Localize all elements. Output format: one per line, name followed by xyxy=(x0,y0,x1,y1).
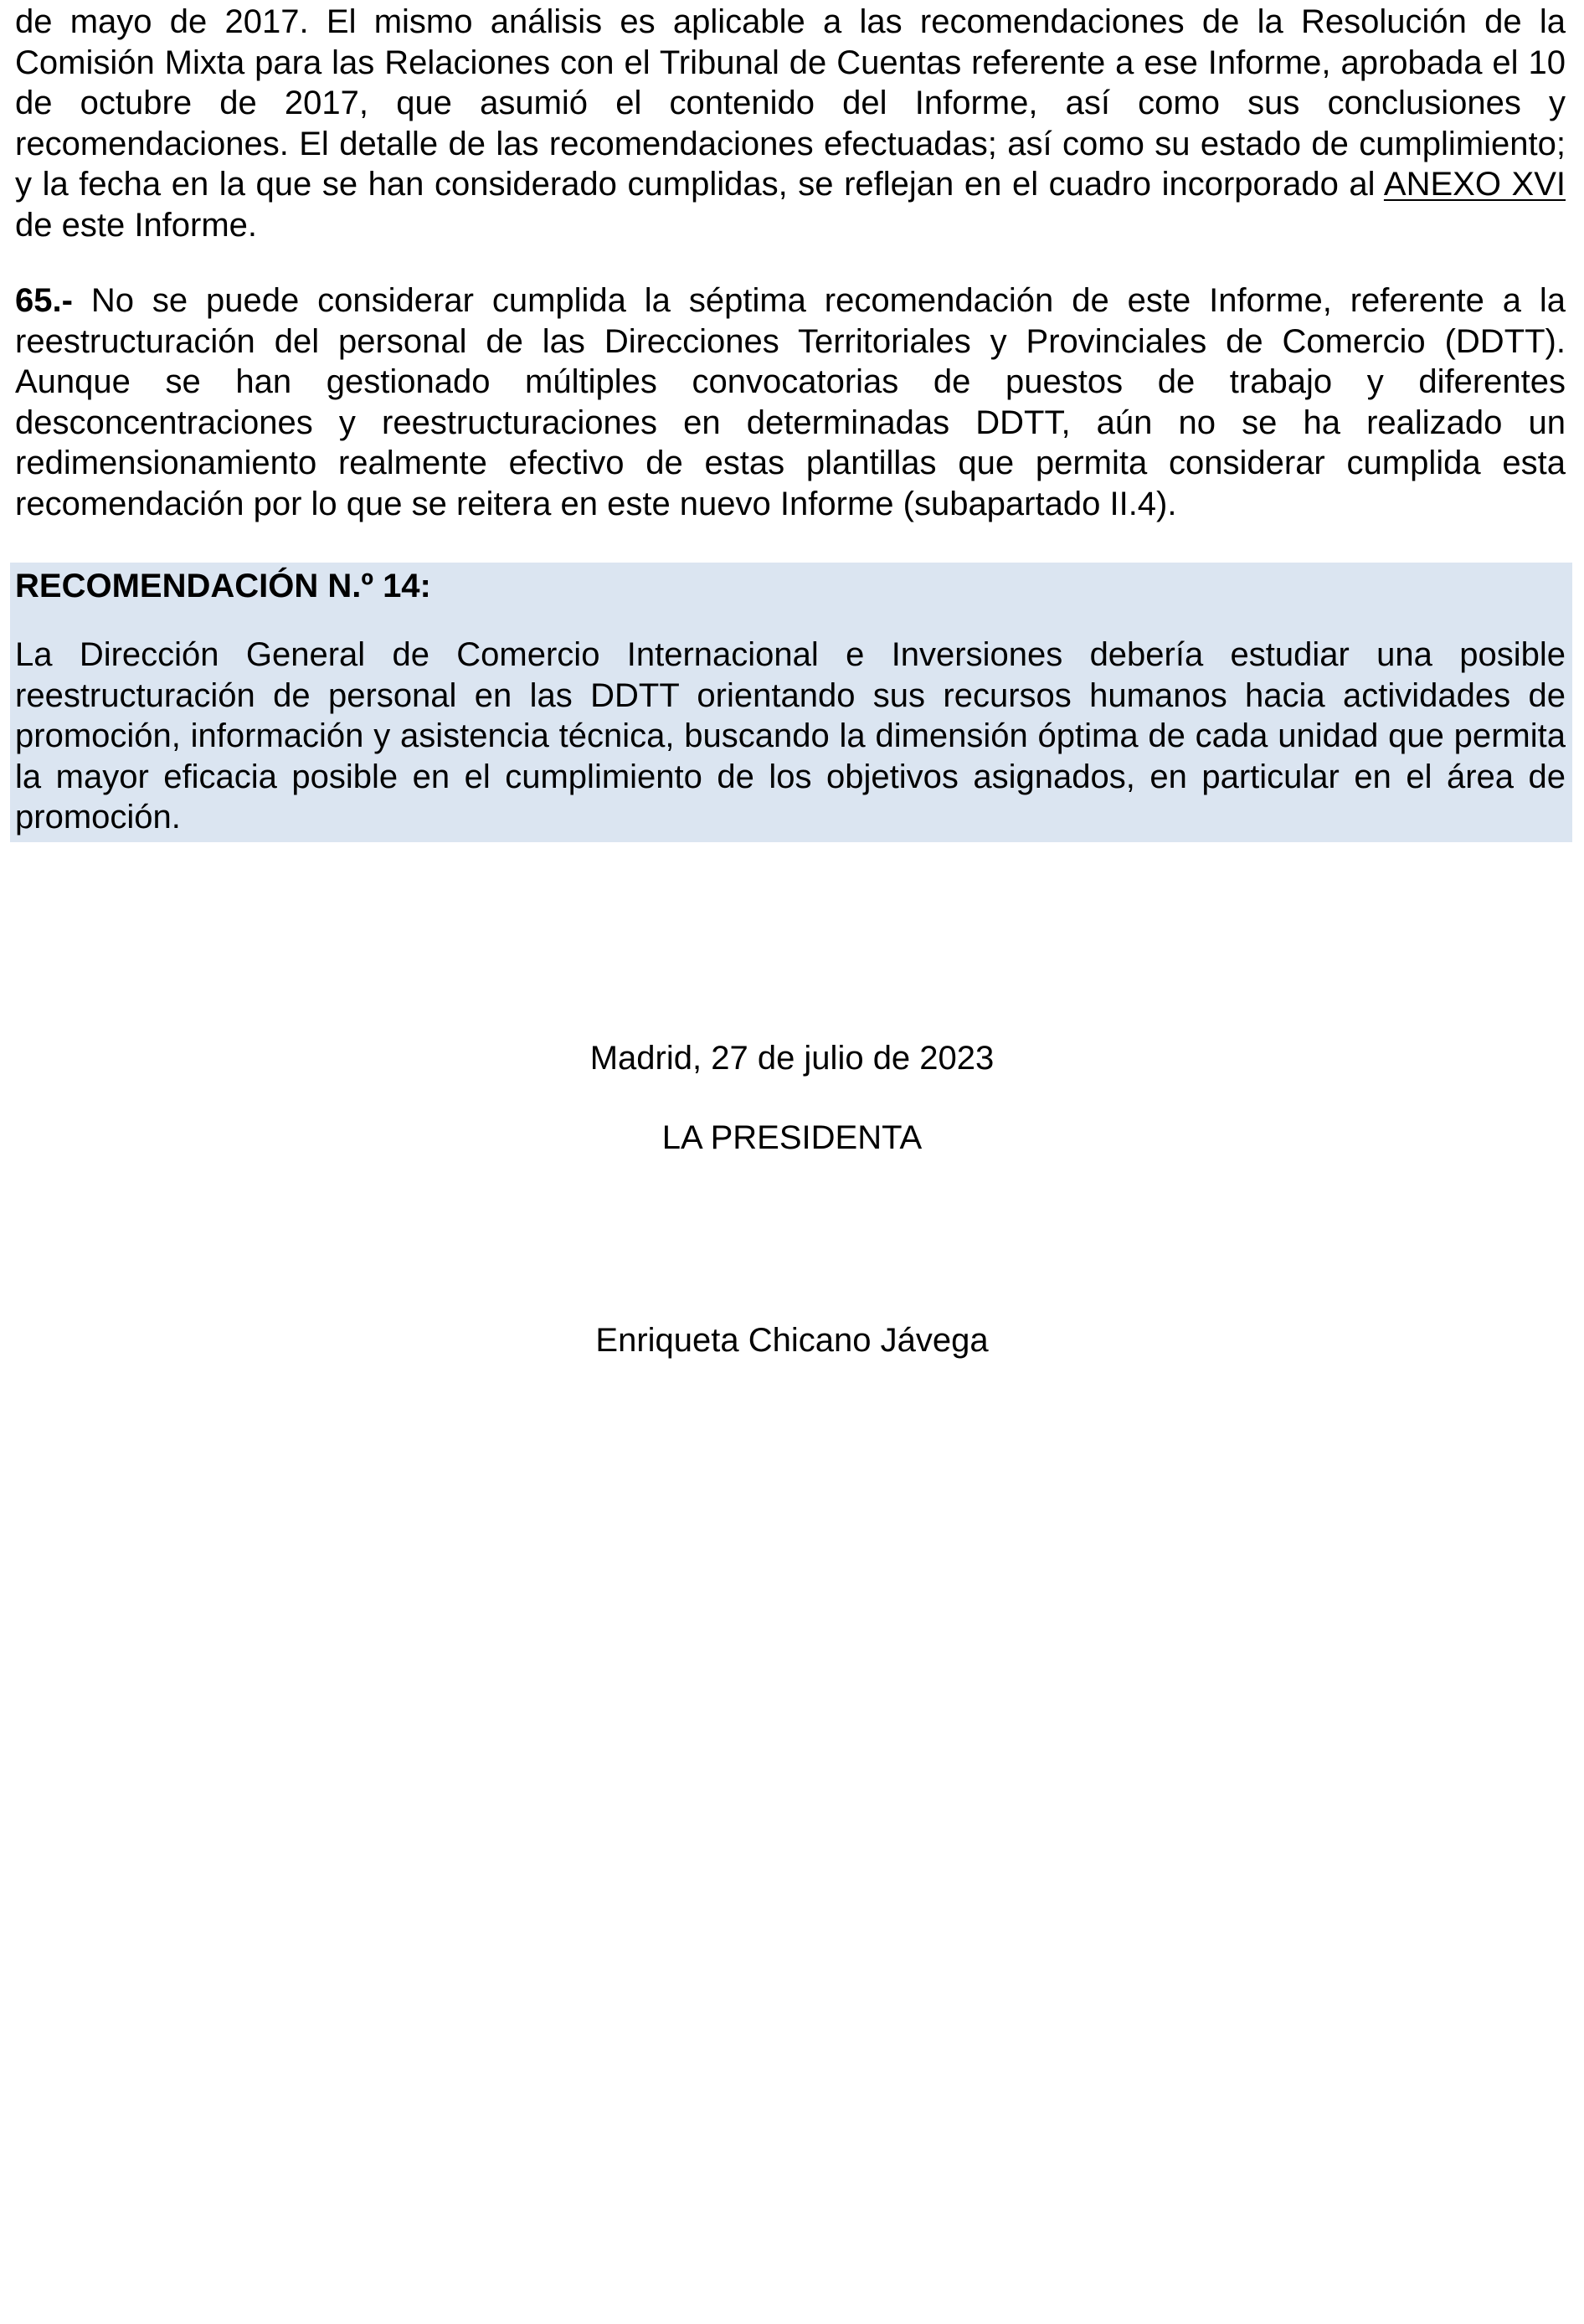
anexo-xvi-link[interactable]: ANEXO XVI xyxy=(1383,166,1566,203)
paragraph-number: 65.- xyxy=(15,282,73,319)
signature-place-date: Madrid, 27 de julio de 2023 xyxy=(589,1040,995,1077)
paragraph-text-end: de este Informe. xyxy=(15,206,258,244)
paragraph-text: No se puede considerar cumplida la séptima recomendación de este Informe, referente a la reestructuración del personal de las Direcciones Territoriales y Provinciales de Comercio (DDTT). Aunque se han gestionado múltiples convocatorias de puestos de trabajo y diferentes desconcentraciones y reestructuraciones en determinadas DDTT, aún no se ha realizado un redimensionamiento realmente efectivo de estas plantillas que permita considerar cumplida esta recomendación por lo que se reitera en este nuevo Informe (subapartado II.4). xyxy=(15,282,1566,522)
paragraph-65 xyxy=(15,280,1566,525)
signature-name: Enriqueta Chicano Jávega xyxy=(595,1322,989,1359)
recommendation-box xyxy=(10,563,1572,842)
recommendation-text: La Dirección General de Comercio Internacional e Inversiones debería estudiar una posible reestructuración de personal en las DDTT orientando sus recursos humanos hacia actividades de promoción, información y asistencia técnica, buscando la dimensión óptima de cada unidad que permita la mayor eficacia posible en el cumplimiento de los objetivos asignados, en particular en el área de promoción. xyxy=(15,636,1566,836)
signature-role: LA PRESIDENTA xyxy=(661,1119,923,1156)
paragraph-continuation xyxy=(15,2,1566,246)
recommendation-heading: RECOMENDACIÓN N.º 14: xyxy=(15,568,431,604)
paragraph-text: de mayo de 2017. El mismo análisis es aplicable a las recomendaciones de la Resolución de la Comisión Mixta para las Relaciones con el Tribunal de Cuentas referente a ese Informe, aprobada el 10 de octubre de 2017, que asumió el contenido del Informe, así como sus conclusiones y recomendaciones. El detalle de las recomendaciones efectuadas; así como su estado de cumplimiento; y la fecha en la que se han considerado cumplidas, se reflejan en el cuadro incorporado al xyxy=(15,3,1566,203)
